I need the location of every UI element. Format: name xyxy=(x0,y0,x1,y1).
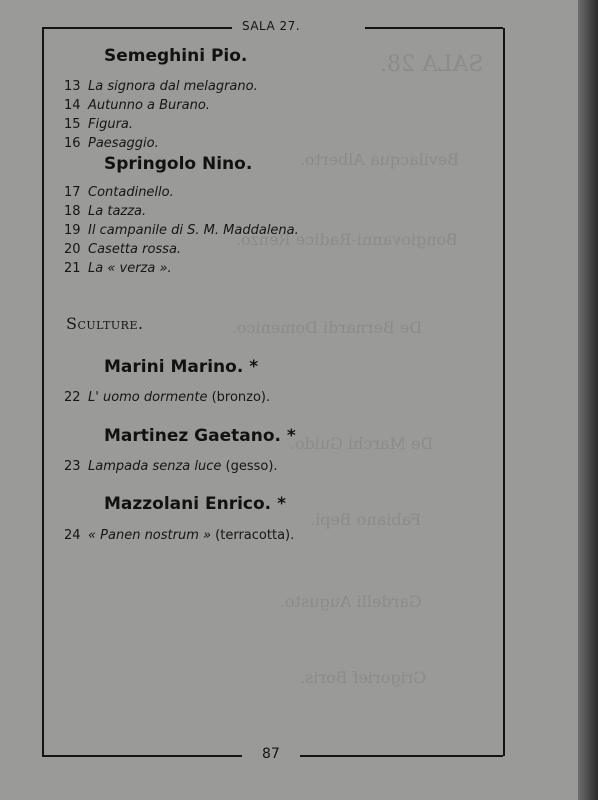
bleed-through-text: SALA 28. xyxy=(380,52,484,77)
artist-name: Semeghini Pio. xyxy=(104,46,248,66)
catalog-entry xyxy=(64,223,299,238)
catalog-entry xyxy=(64,185,174,200)
work-title: La signora dal melagrano. xyxy=(88,79,258,94)
work-title: « Panen nostrum » xyxy=(88,528,212,543)
page-number: 87 xyxy=(262,746,280,762)
entry-number: 15 xyxy=(64,117,81,132)
work-title: Figura. xyxy=(88,117,134,132)
bleed-through-text: Fabiano Bepi. xyxy=(310,510,422,529)
bleed-through-text: De Bernardi Domenico. xyxy=(232,318,423,337)
entry-number: 21 xyxy=(64,261,81,276)
bottom-rule-left xyxy=(42,755,242,757)
top-rule-right xyxy=(365,27,503,29)
page-edge xyxy=(578,0,598,800)
work-title: Casetta rossa. xyxy=(88,242,182,257)
bottom-rule-right xyxy=(300,755,503,757)
catalog-entry xyxy=(64,98,210,113)
work-title: La tazza. xyxy=(88,204,147,219)
bleed-through-text: Bevilacqua Alberto. xyxy=(300,150,460,169)
work-material: (terracotta). xyxy=(211,528,295,543)
artist-name: Mazzolani Enrico. * xyxy=(104,494,286,514)
entry-number: 18 xyxy=(64,204,81,219)
entry-number: 16 xyxy=(64,136,81,151)
top-rule-left xyxy=(42,27,232,29)
room-header: SALA 27. xyxy=(242,19,301,33)
entry-number: 20 xyxy=(64,242,81,257)
entry-number: 17 xyxy=(64,185,81,200)
work-material: (gesso). xyxy=(221,459,278,474)
entry-number: 24 xyxy=(64,528,81,543)
catalog-entry xyxy=(64,79,258,94)
work-title: La « verza ». xyxy=(88,261,172,276)
work-title: L' uomo dormente xyxy=(88,390,208,405)
catalog-entry xyxy=(64,459,278,474)
catalog-entry xyxy=(64,242,181,257)
work-title: Il campanile di S. M. Maddalena. xyxy=(88,223,299,238)
artist-name: Springolo Nino. xyxy=(104,154,253,174)
catalog-entry xyxy=(64,117,133,132)
catalog-entry xyxy=(64,204,146,219)
artist-name: Martinez Gaetano. * xyxy=(104,426,296,446)
catalog-entry xyxy=(64,261,172,276)
work-title: Paesaggio. xyxy=(88,136,159,151)
catalog-entry xyxy=(64,390,270,405)
catalog-entry xyxy=(64,136,159,151)
work-title: Lampada senza luce xyxy=(88,459,222,474)
bleed-through-text: De Marchi Guido. xyxy=(290,434,434,453)
catalog-entry xyxy=(64,528,294,543)
entry-number: 22 xyxy=(64,390,81,405)
work-title: Autunno a Burano. xyxy=(88,98,210,113)
entry-number: 14 xyxy=(64,98,81,113)
entry-number: 23 xyxy=(64,459,81,474)
entry-number: 13 xyxy=(64,79,81,94)
artist-name: Marini Marino. * xyxy=(104,357,259,377)
bleed-through-text: Bongiovanni-Radice Renzo. xyxy=(236,230,458,249)
bleed-through-text: Gardelli Augusto. xyxy=(280,592,422,611)
work-material: (bronzo). xyxy=(207,390,271,405)
work-title: Contadinello. xyxy=(88,185,174,200)
entry-number: 19 xyxy=(64,223,81,238)
bleed-through-text: Grigorief Boris. xyxy=(300,668,427,687)
section-heading: Sculture. xyxy=(66,314,144,333)
